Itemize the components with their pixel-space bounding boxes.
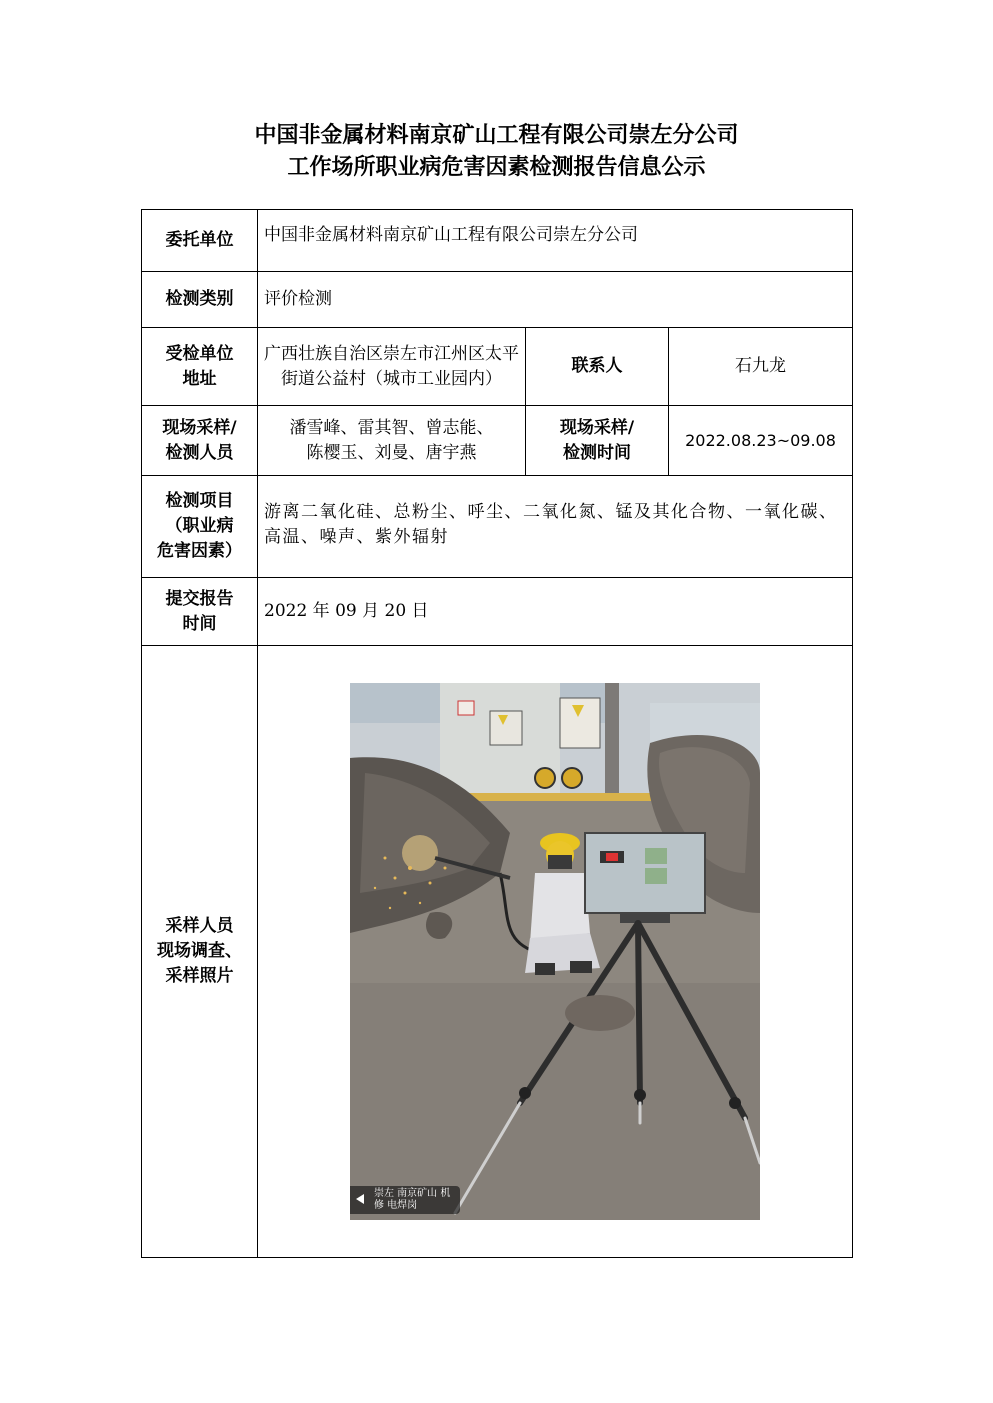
photo-watermark bbox=[350, 1186, 460, 1214]
table-row bbox=[142, 210, 853, 272]
time-label-line1: 现场采样/ bbox=[559, 417, 635, 438]
items-label bbox=[142, 476, 258, 578]
info-table bbox=[141, 209, 853, 1258]
staff-value bbox=[258, 406, 526, 476]
photo-cell bbox=[258, 646, 853, 1258]
client-label: 委托单位 bbox=[142, 210, 258, 272]
page-title-line2: 工作场所职业病危害因素检测报告信息公示 bbox=[287, 154, 706, 180]
contact-value: 石九龙 bbox=[669, 328, 853, 406]
table-row bbox=[142, 578, 853, 646]
table-row bbox=[142, 272, 853, 328]
client-value: 中国非金属材料南京矿山工程有限公司崇左分公司 bbox=[258, 210, 853, 272]
photo-watermark-line1: 崇左 南京矿山 机 bbox=[374, 1188, 451, 1199]
staff-value-line1: 潘雪峰、雷其智、曾志能、 bbox=[289, 417, 494, 438]
photo-label-line3: 采样照片 bbox=[165, 966, 234, 986]
report-time-label-line1: 提交报告 bbox=[165, 588, 234, 609]
items-value: 游离二氧化硅、总粉尘、呼尘、二氧化氮、锰及其化合物、一氧化碳、高温、噪声、紫外辐射 bbox=[258, 476, 853, 578]
table-row bbox=[142, 476, 853, 578]
staff-label-line2: 检测人员 bbox=[165, 442, 234, 463]
address-label-line1: 受检单位 bbox=[165, 343, 234, 364]
photo-label-line1: 采样人员 bbox=[165, 916, 234, 936]
test-type-value: 评价检测 bbox=[258, 272, 853, 328]
photo-label bbox=[142, 646, 258, 1258]
photo-watermark-line2: 修 电焊岗 bbox=[374, 1200, 418, 1211]
back-arrow-icon bbox=[356, 1194, 364, 1204]
photo-label-line2: 现场调查、 bbox=[157, 941, 242, 961]
address-label bbox=[142, 328, 258, 406]
time-label-line2: 检测时间 bbox=[563, 442, 631, 463]
report-time-value: 2022 年 09 月 20 日 bbox=[258, 578, 853, 646]
contact-label: 联系人 bbox=[526, 328, 669, 406]
table-row bbox=[142, 328, 853, 406]
staff-label-line1: 现场采样/ bbox=[162, 417, 237, 438]
report-time-label bbox=[142, 578, 258, 646]
time-value: 2022.08.23~09.08 bbox=[669, 406, 853, 476]
staff-label bbox=[142, 406, 258, 476]
report-time-label-line2: 时间 bbox=[182, 613, 217, 634]
page-title-line1: 中国非金属材料南京矿山工程有限公司崇左分公司 bbox=[254, 122, 739, 148]
table-row bbox=[142, 406, 853, 476]
address-value: 广西壮族自治区崇左市江州区太平街道公益村（城市工业园内） bbox=[258, 328, 526, 406]
items-label-line2: （职业病 bbox=[165, 516, 234, 536]
time-label bbox=[526, 406, 669, 476]
test-type-label: 检测类别 bbox=[142, 272, 258, 328]
staff-value-line2: 陈樱玉、刘曼、唐宇燕 bbox=[306, 442, 477, 463]
sampling-photo-illustration bbox=[350, 683, 760, 1220]
address-label-line2: 地址 bbox=[182, 368, 217, 389]
items-label-line3: 危害因素） bbox=[157, 541, 242, 561]
items-label-line1: 检测项目 bbox=[165, 491, 234, 511]
sampling-photo bbox=[350, 683, 760, 1220]
table-row bbox=[142, 646, 853, 1258]
